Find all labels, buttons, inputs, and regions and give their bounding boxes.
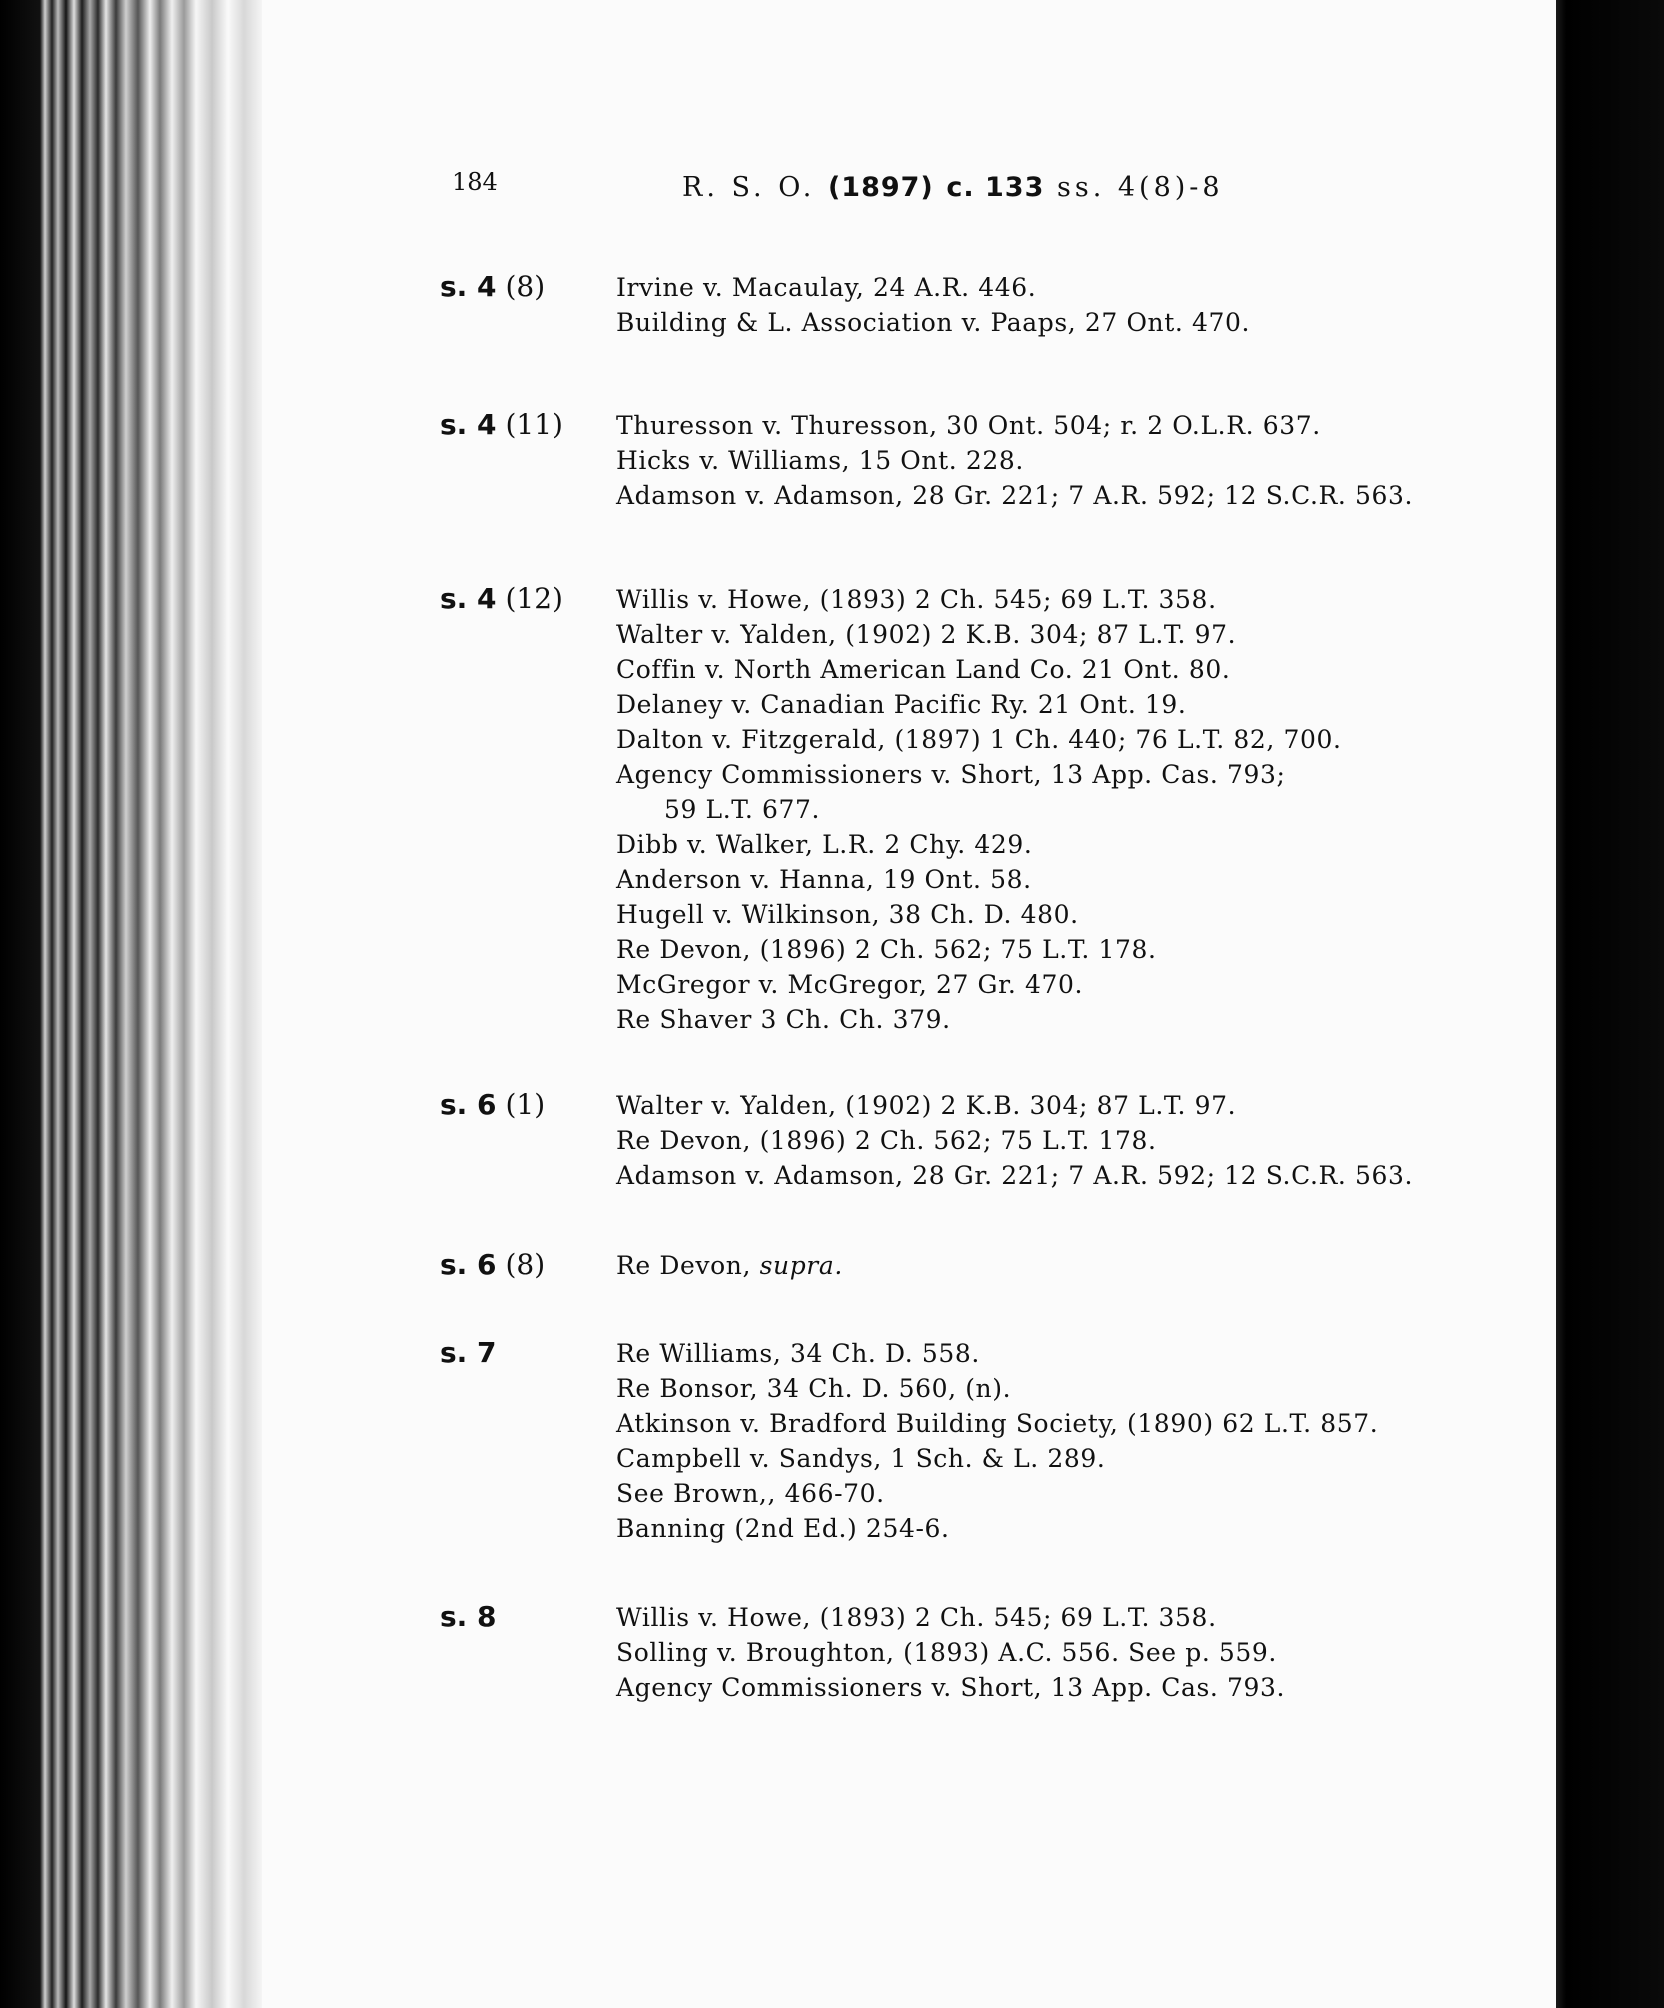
section-label [440, 408, 590, 441]
section-number: s. 7 [440, 1336, 497, 1369]
page-number: 184 [452, 168, 498, 196]
subsection-number: (8) [505, 1248, 546, 1281]
book-spine-page-edges [0, 0, 262, 2008]
citation: Atkinson v. Bradford Building Society, (1890) 62 L.T. 857. [616, 1409, 1379, 1438]
citation: Dibb v. Walker, L.R. 2 Chy. 429. [616, 830, 1033, 859]
subsection-number: (8) [505, 270, 546, 303]
citation: Campbell v. Sandys, 1 Sch. & L. 289. [616, 1444, 1106, 1473]
citation: Irvine v. Macaulay, 24 A.R. 446. [616, 273, 1037, 302]
title-sections: ss. 4(8)-8 [1056, 172, 1224, 203]
section-label [440, 1600, 590, 1633]
section-label [440, 270, 590, 303]
citation: Delaney v. Canadian Pacific Ry. 21 Ont. 19. [616, 690, 1187, 719]
citation: Anderson v. Hanna, 19 Ont. 58. [616, 865, 1032, 894]
book-right-edge [1556, 0, 1664, 2008]
citation-list [616, 582, 1436, 1037]
citation: Dalton v. Fitzgerald, (1897) 1 Ch. 440; 76 L.T. 82, 700. [616, 725, 1342, 754]
citation: Building & L. Association v. Paaps, 27 Ont. 470. [616, 308, 1251, 337]
section-number: s. 6 [440, 1088, 497, 1121]
citation: See Brown,, 466-70. [616, 1479, 885, 1508]
citation: Solling v. Broughton, (1893) A.C. 556. See p. 559. [616, 1638, 1277, 1667]
citation-supra: supra. [759, 1251, 843, 1280]
citation: Willis v. Howe, (1893) 2 Ch. 545; 69 L.T. 358. [616, 585, 1217, 614]
section-number: s. 4 [440, 270, 497, 303]
citation: Re Devon, (1896) 2 Ch. 562; 75 L.T. 178. [616, 935, 1157, 964]
citation: Walter v. Yalden, (1902) 2 K.B. 304; 87 L.T. 97. [616, 1091, 1237, 1120]
section-label [440, 1248, 590, 1281]
running-head [452, 168, 1224, 208]
citation-list [616, 1088, 1436, 1193]
citation: Thuresson v. Thuresson, 30 Ont. 504; r. 2 O.L.R. 637. [616, 411, 1321, 440]
citation: Adamson v. Adamson, 28 Gr. 221; 7 A.R. 592; 12 S.C.R. 563. [616, 1161, 1414, 1190]
citation: Willis v. Howe, (1893) 2 Ch. 545; 69 L.T. 358. [616, 1603, 1217, 1632]
citation: McGregor v. McGregor, 27 Gr. 470. [616, 970, 1084, 999]
citation: Banning (2nd Ed.) 254-6. [616, 1514, 950, 1543]
title-year: (1897) [827, 172, 934, 203]
citation: Adamson v. Adamson, 28 Gr. 221; 7 A.R. 592; 12 S.C.R. 563. [616, 481, 1414, 510]
subsection-number: (11) [505, 408, 563, 441]
citation-list [616, 270, 1436, 340]
citation-list [616, 1600, 1436, 1705]
subsection-number: (12) [505, 582, 563, 615]
citation [616, 1248, 1436, 1283]
citation-list [616, 1248, 1436, 1283]
title-chapter: c. 133 [946, 172, 1045, 203]
title-prefix: R. S. O. [682, 172, 816, 203]
citation: Walter v. Yalden, (1902) 2 K.B. 304; 87 L.T. 97. [616, 620, 1237, 649]
section-label [440, 1088, 590, 1121]
citation: Hugell v. Wilkinson, 38 Ch. D. 480. [616, 900, 1079, 929]
section-number: s. 6 [440, 1248, 497, 1281]
citation: Agency Commissioners v. Short, 13 App. Cas. 793; [616, 760, 1286, 789]
citation: Coffin v. North American Land Co. 21 Ont. 80. [616, 655, 1231, 684]
subsection-number: (1) [505, 1088, 546, 1121]
section-number: s. 8 [440, 1600, 497, 1633]
citation: Hicks v. Williams, 15 Ont. 228. [616, 446, 1024, 475]
section-label [440, 1336, 590, 1369]
citation-list [616, 1336, 1436, 1546]
citation: Agency Commissioners v. Short, 13 App. Cas. 793. [616, 1673, 1286, 1702]
citation: Re Shaver 3 Ch. Ch. 379. [616, 1005, 951, 1034]
section-label [440, 582, 590, 615]
citation: Re Williams, 34 Ch. D. 558. [616, 1339, 980, 1368]
citation: Re Devon, (1896) 2 Ch. 562; 75 L.T. 178. [616, 1126, 1157, 1155]
running-title [682, 172, 1224, 203]
section-number: s. 4 [440, 582, 497, 615]
citation: Re Bonsor, 34 Ch. D. 560, (n). [616, 1374, 1012, 1403]
citation-continuation: 59 L.T. 677. [664, 795, 821, 824]
citation-list [616, 408, 1436, 513]
citation-text: Re Devon, [616, 1251, 752, 1280]
section-number: s. 4 [440, 408, 497, 441]
